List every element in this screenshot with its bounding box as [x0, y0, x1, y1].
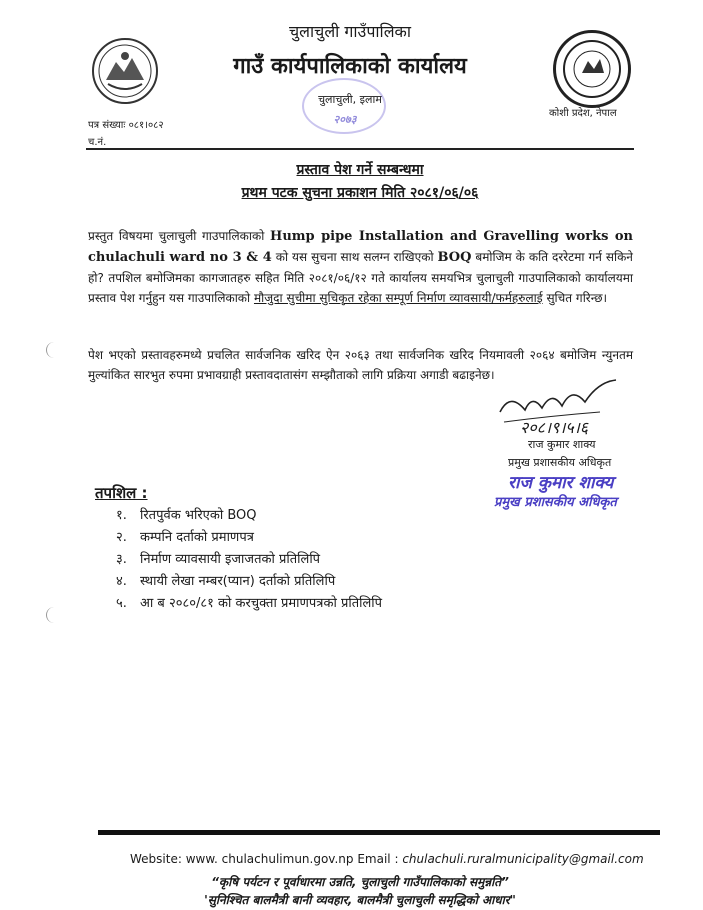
para1-end: सुचित गरिन्छ। [546, 291, 608, 305]
para1-middle: को यस सुचना साथ सलग्न राखिएको [275, 250, 434, 264]
attachment-number: २. [116, 530, 127, 545]
footer-contact [130, 852, 644, 866]
seal-year: २०७३ [333, 113, 357, 126]
header-office: गाउँ कार्यपालिकाको कार्यालय [233, 54, 467, 79]
footer-slogan-1: “कृषि पर्यटन र पूर्वाधारमा उन्नति, चुलाचुली गाउँपालिकाको समुन्नति” [211, 875, 509, 889]
signature-date: २०८।९।५।६ [520, 418, 589, 437]
nepal-emblem-icon [92, 38, 158, 104]
attachment-item [116, 505, 256, 523]
project-name: Hump pipe Installation and Gravelling works on chulachuli ward no 3 & 4 [88, 229, 633, 265]
notice-title: प्रस्ताव पेश गर्ने सम्बन्धमा [296, 162, 424, 178]
attachments-heading: तपशिल : [95, 484, 148, 502]
attachment-number: ३. [116, 552, 127, 567]
boq-label: BOQ [437, 250, 472, 265]
notice-subtitle: प्रथम पटक सुचना प्रकाशन मिति २०८१/०६/०६ [241, 185, 479, 201]
attachment-item [116, 571, 335, 589]
province-label: कोशी प्रदेश, नेपाल [549, 108, 617, 119]
dispatch-number: च.नं. [88, 137, 107, 148]
attachment-item [116, 593, 382, 611]
header-location: चुलाचुली, इलाम [318, 93, 382, 106]
body-paragraph-2: पेश भएको प्रस्तावहरुमध्ये प्रचलित सार्वजनिक खरिद ऐन २०६३ तथा सार्वजनिक खरिद नियमावली २०६४ बमोजिम न्युनतम मुल्यांकित सारभुत रुपमा प्रभावग्राही प्रस्तावदातासंग सम्झौताको लागि प्रक्रिया अगाडी बढाइनेछ। [88, 348, 633, 382]
body-paragraph-1 [88, 226, 633, 308]
website-label: Website: www. chulachulimun.gov.np Email : [130, 852, 399, 866]
attachment-text: रितपुर्वक भरिएको BOQ [140, 508, 257, 523]
footer-slogan-2: 'सुनिश्चित बालमैत्री बानी व्यवहार, बालमैत्री चुलाचुली समृद्धिको आधार" [204, 893, 516, 907]
header-municipality: चुलाचुली गाउँपालिका [289, 22, 411, 41]
header-divider [86, 148, 634, 150]
reference-number: पत्र संख्याः ०८१।०८२ [88, 120, 164, 131]
footer-divider [98, 830, 660, 835]
attachment-text: कम्पनि दर्ताको प्रमाणपत्र [140, 530, 254, 545]
punch-hole-mark [46, 607, 57, 623]
signer-designation: प्रमुख प्रशासकीय अधिकृत [508, 456, 612, 469]
attachment-text: निर्माण व्यावसायी इजाजतको प्रतिलिपि [140, 552, 321, 567]
attachment-text: स्थायी लेखा नम्बर(प्यान) दर्ताको प्रतिलिपि [140, 574, 336, 589]
attachment-number: १. [116, 508, 127, 523]
email-address: chulachuli.ruralmunicipality@gmail.com [402, 852, 644, 866]
attachment-item [116, 527, 254, 545]
stamp-designation: प्रमुख प्रशासकीय अधिकृत [494, 495, 617, 510]
signer-name: राज कुमार शाक्य [528, 438, 596, 451]
punch-hole-mark [46, 342, 57, 358]
para1-intro: प्रस्तुत विषयमा चुलाचुली गाउपालिकाको [88, 229, 265, 243]
stamp-name: राज कुमार शाक्य [508, 473, 614, 493]
municipality-logo-icon [553, 30, 631, 108]
para1-underlined: मौजुदा सुचीमा सुचिकृत रहेका सम्पूर्ण निर्माण व्यावसायी/फर्महरुलाई [253, 291, 543, 305]
para1-rest: बमोजिम के कति दररेटमा गर्न सकिने हो? तपशिल बमोजिमका कागजातहरु सहित मिति २०८१/०६/१२ गते कार्यालय समयभित्र चुलाचुली गाउपालिकाको कार्यालयमा प्रस्ताव पेश गर्नुहुन यस गाउपालिकाको [88, 250, 633, 305]
attachment-text: आ ब २०८०/८१ को करचुक्ता प्रमाणपत्रको प्रतिलिपि [140, 596, 383, 611]
attachment-item [116, 549, 320, 567]
attachment-number: ४. [116, 574, 127, 589]
attachment-number: ५. [116, 596, 127, 611]
